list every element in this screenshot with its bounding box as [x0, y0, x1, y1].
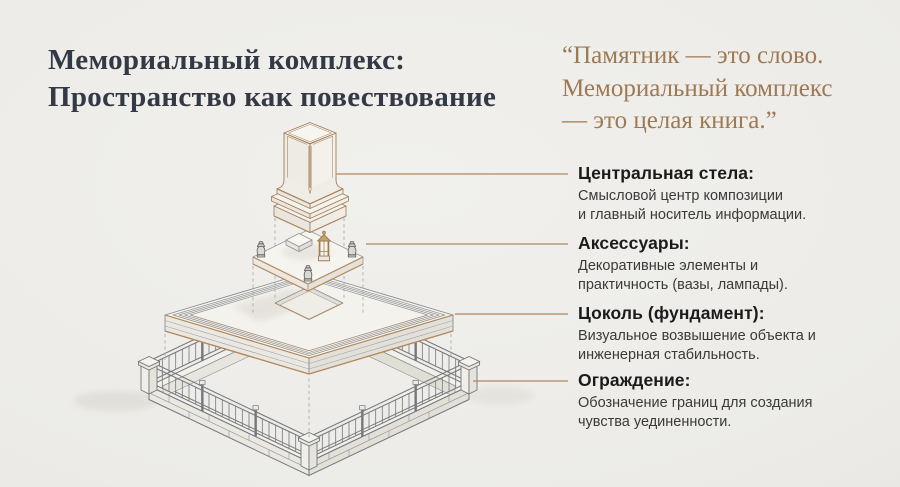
annotation-accessories-title: Аксессуары: — [578, 233, 690, 253]
quote-line-1: “Памятник — это слово. — [562, 42, 824, 69]
quote-line-2: Мемориальный комплекс — [562, 74, 833, 102]
annotation-fence-desc: Обозначение границ для создания чувства уединенности. — [578, 395, 813, 430]
annotation-foundation — [578, 303, 878, 364]
quote — [562, 40, 882, 138]
annotation-accessories-desc: Декоративные элементы и практичность (вазы, лампады). — [578, 258, 788, 293]
stela-illustration — [272, 123, 349, 233]
annotation-stela-title: Центральная стела: — [578, 163, 755, 183]
accessories-plate-illustration — [253, 230, 363, 291]
annotation-fence-title: Ограждение: — [578, 370, 691, 390]
page-title — [48, 42, 548, 116]
annotation-foundation-title: Цоколь (фундамент): — [578, 303, 765, 323]
annotation-fence — [578, 370, 878, 431]
annotation-stela-desc: Смысловой центр композиции и главный носитель информации. — [578, 188, 807, 223]
page-title-line-2: Пространство как повествование — [48, 80, 497, 113]
annotation-stela — [578, 163, 878, 224]
annotation-foundation-desc: Визуальное возвышение объекта и инженерная стабильность. — [578, 328, 816, 363]
annotation-accessories — [578, 233, 878, 294]
quote-line-3: — это целая книга.” — [562, 107, 777, 134]
page-title-line-1: Мемориальный комплекс: — [48, 44, 406, 76]
